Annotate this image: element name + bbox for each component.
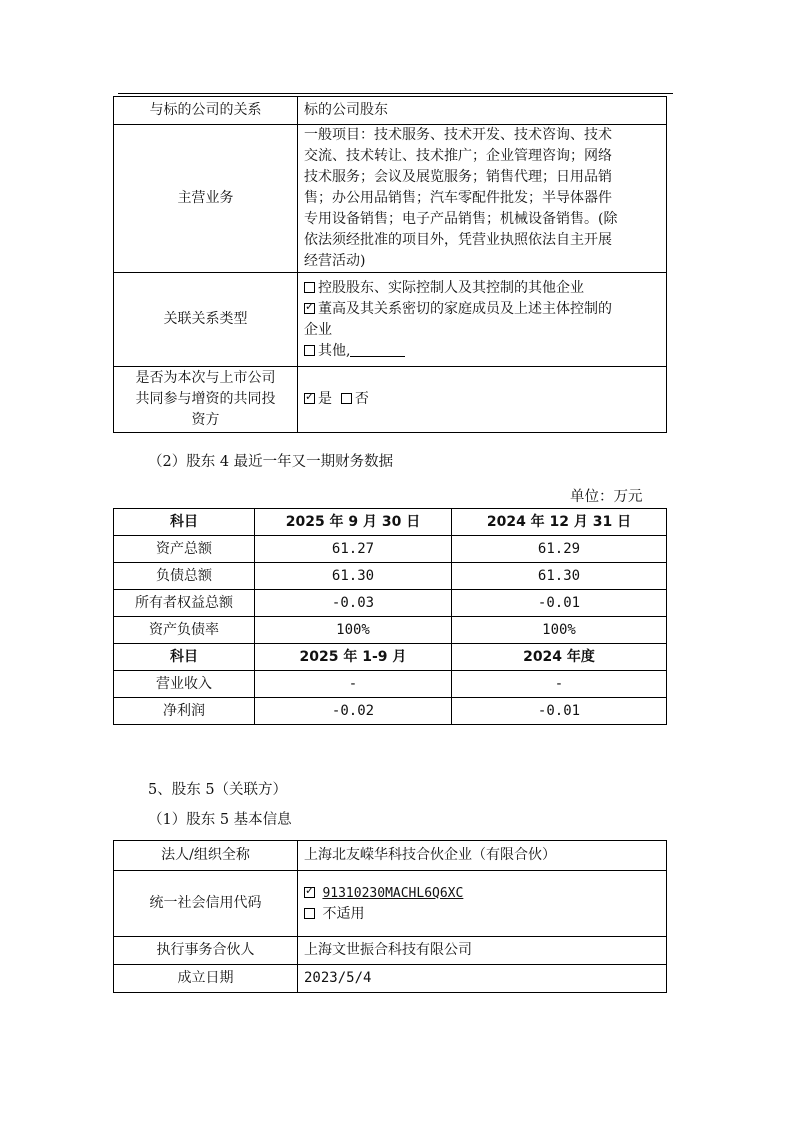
option-label: 董高及其关系密切的家庭成员及上述主体控制的 [318, 300, 612, 317]
business-line: 售；办公用品销售；汽车零配件批发；半导体器件 [304, 190, 612, 206]
column-header: 科目 [114, 509, 255, 536]
not-applicable-label: 不适用 [322, 905, 365, 922]
column-header: 2025 年 1-9 月 [255, 644, 452, 671]
column-header: 2025 年 9 月 30 日 [255, 509, 452, 536]
co-investor-options [298, 367, 667, 433]
table-row [114, 965, 667, 993]
label-line: 共同参与增资的共同投 [135, 391, 276, 407]
relation-table [113, 96, 667, 433]
table-row [114, 367, 667, 433]
financial-section-title: （2）股东 4 最近一年又一期财务数据 [148, 454, 394, 470]
checkbox-icon[interactable] [304, 345, 315, 356]
cell-value: - [452, 671, 667, 698]
unit-label: 单位：万元 [570, 489, 643, 505]
row-label: 资产总额 [114, 536, 255, 563]
section5-subtitle: （1）股东 5 基本信息 [148, 812, 292, 828]
table-row [114, 671, 667, 698]
cell-value: -0.01 [452, 590, 667, 617]
column-header: 2024 年度 [452, 644, 667, 671]
option-label: 其他, [318, 342, 351, 359]
checkbox-icon[interactable] [304, 282, 315, 293]
checked-checkbox-icon[interactable] [304, 303, 315, 314]
yes-label: 是 [318, 391, 332, 407]
cell-value: 61.30 [452, 563, 667, 590]
co-investor-label [114, 367, 298, 433]
checkbox-icon[interactable] [304, 908, 315, 919]
table-row [114, 937, 667, 965]
table-row [114, 841, 667, 871]
label-line: 是否为本次与上市公司 [135, 370, 276, 386]
table-row [114, 617, 667, 644]
option-label: 控股股东、实际控制人及其控制的其他企业 [318, 279, 584, 296]
cell-value: 100% [452, 617, 667, 644]
credit-code: 91310230MACHL6Q6XC [322, 885, 464, 901]
cell-value: 61.29 [452, 536, 667, 563]
business-line: 技术服务；会议及展览服务；销售代理；日用品销 [304, 169, 612, 185]
business-line: 依法须经批准的项目外，凭营业执照依法自主开展 [304, 232, 612, 248]
row-value: 上海文世振合科技有限公司 [298, 937, 667, 965]
table-row [114, 273, 667, 367]
business-line: 专用设备销售；电子产品销售；机械设备销售。(除 [304, 211, 618, 227]
business-line: 经营活动) [304, 253, 366, 269]
checkbox-icon[interactable] [341, 393, 352, 404]
blank-field[interactable] [350, 343, 405, 357]
table-row [114, 698, 667, 725]
relation-label: 与标的公司的关系 [114, 97, 298, 125]
business-value [298, 125, 667, 273]
business-line: 交流、技术转让、技术推广；企业管理咨询；网络 [304, 148, 612, 164]
credit-code-cell [298, 871, 667, 937]
row-label: 统一社会信用代码 [114, 871, 298, 937]
cell-value: 100% [255, 617, 452, 644]
label-line: 资方 [191, 412, 220, 428]
business-line: 一般项目：技术服务、技术开发、技术咨询、技术 [304, 127, 612, 143]
relation-type-options [298, 273, 667, 367]
option-label-cont: 企业 [304, 321, 332, 338]
row-value: 2023/5/4 [298, 965, 667, 993]
row-value: 上海北友嵘华科技合伙企业（有限合伙） [298, 841, 667, 871]
table-row [114, 590, 667, 617]
row-label: 成立日期 [114, 965, 298, 993]
cell-value: 61.30 [255, 563, 452, 590]
cell-value: -0.02 [255, 698, 452, 725]
cell-value: 61.27 [255, 536, 452, 563]
cell-value: - [255, 671, 452, 698]
row-label: 负债总额 [114, 563, 255, 590]
row-label: 净利润 [114, 698, 255, 725]
cell-value: -0.03 [255, 590, 452, 617]
column-header: 科目 [114, 644, 255, 671]
table-row [114, 536, 667, 563]
business-label: 主营业务 [114, 125, 298, 273]
table-header-row [114, 644, 667, 671]
row-label: 所有者权益总额 [114, 590, 255, 617]
financial-table [113, 508, 667, 725]
row-label: 营业收入 [114, 671, 255, 698]
table-row [114, 563, 667, 590]
table-row [114, 125, 667, 273]
table-row [114, 871, 667, 937]
section5-title: 5、股东 5（关联方） [148, 782, 288, 798]
row-label: 资产负债率 [114, 617, 255, 644]
cell-value: -0.01 [452, 698, 667, 725]
row-label: 法人/组织全称 [114, 841, 298, 871]
checked-checkbox-icon[interactable] [304, 887, 315, 898]
column-header: 2024 年 12 月 31 日 [452, 509, 667, 536]
checked-checkbox-icon[interactable] [304, 393, 315, 404]
header-rule [118, 93, 673, 94]
relation-value: 标的公司股东 [298, 97, 667, 125]
row-label: 执行事务合伙人 [114, 937, 298, 965]
no-label: 否 [354, 391, 369, 407]
table-row [114, 97, 667, 125]
shareholder5-table [113, 840, 667, 993]
table-header-row [114, 509, 667, 536]
relation-type-label: 关联关系类型 [114, 273, 298, 367]
